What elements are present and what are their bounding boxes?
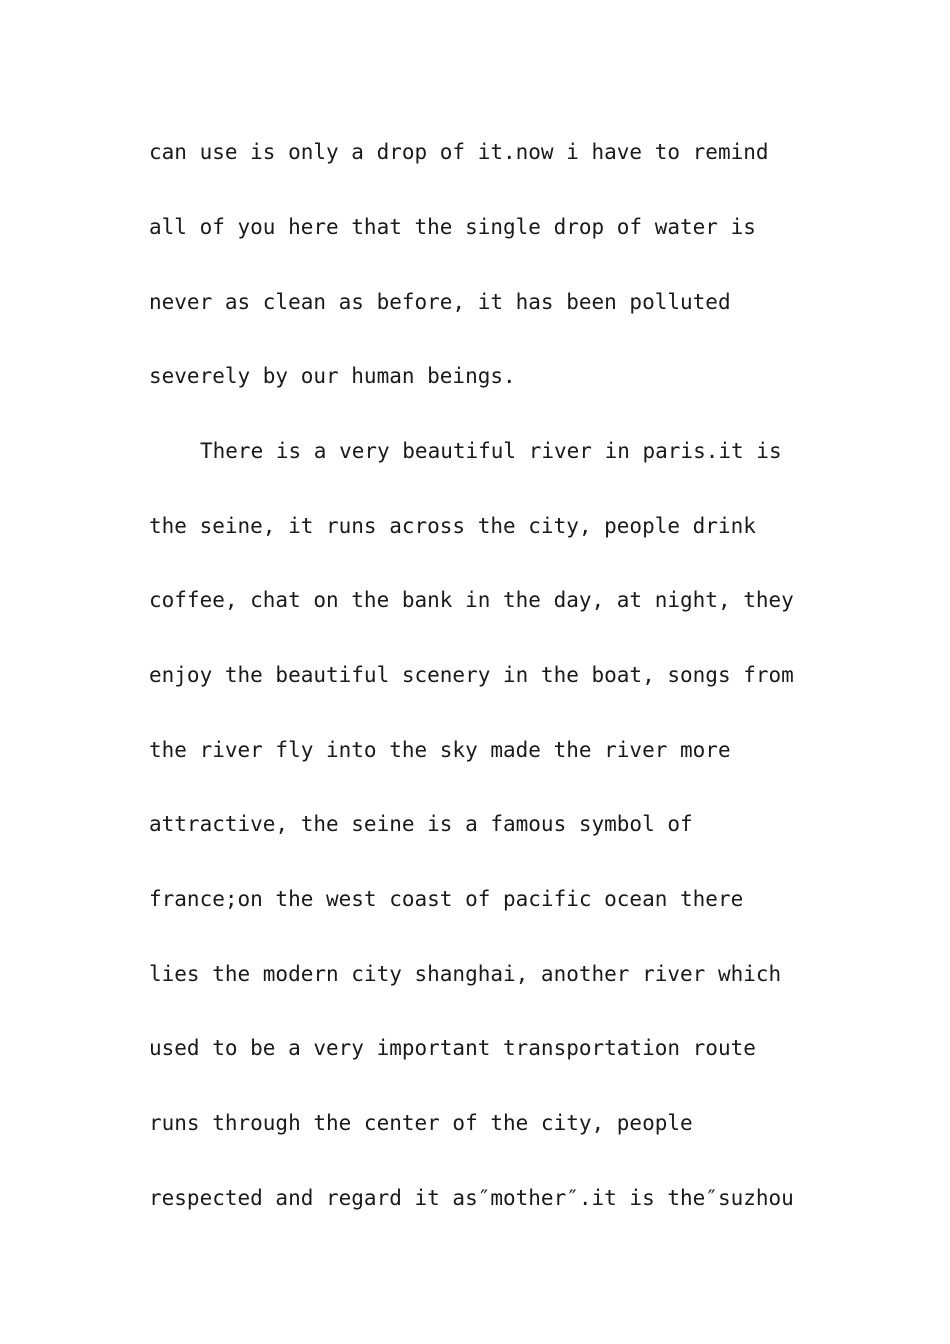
text-line: can use is only a drop of it.now i have to remind — [149, 140, 769, 164]
text-line: the seine, it runs across the city, people drink — [149, 514, 756, 538]
text-line: attractive, the seine is a famous symbol of — [149, 812, 693, 836]
text-line: never as clean as before, it has been polluted — [149, 290, 731, 314]
text-line: respected and regard it as″mother″.it is the″suzhou — [149, 1186, 794, 1210]
text-line: used to be a very important transportation route — [149, 1036, 756, 1060]
text-line: all of you here that the single drop of water is — [149, 215, 756, 239]
text-line: severely by our human beings. — [149, 364, 516, 388]
text-line: lies the modern city shanghai, another river which — [149, 962, 782, 986]
text-line: runs through the center of the city, people — [149, 1111, 693, 1135]
text-line: coffee, chat on the bank in the day, at night, they — [149, 588, 794, 612]
text-line: france;on the west coast of pacific ocean there — [149, 887, 744, 911]
paragraph-first-line: There is a very beautiful river in paris.it is — [200, 439, 782, 463]
text-line: enjoy the beautiful scenery in the boat, songs from — [149, 663, 794, 687]
text-line: the river fly into the sky made the river more — [149, 738, 731, 762]
